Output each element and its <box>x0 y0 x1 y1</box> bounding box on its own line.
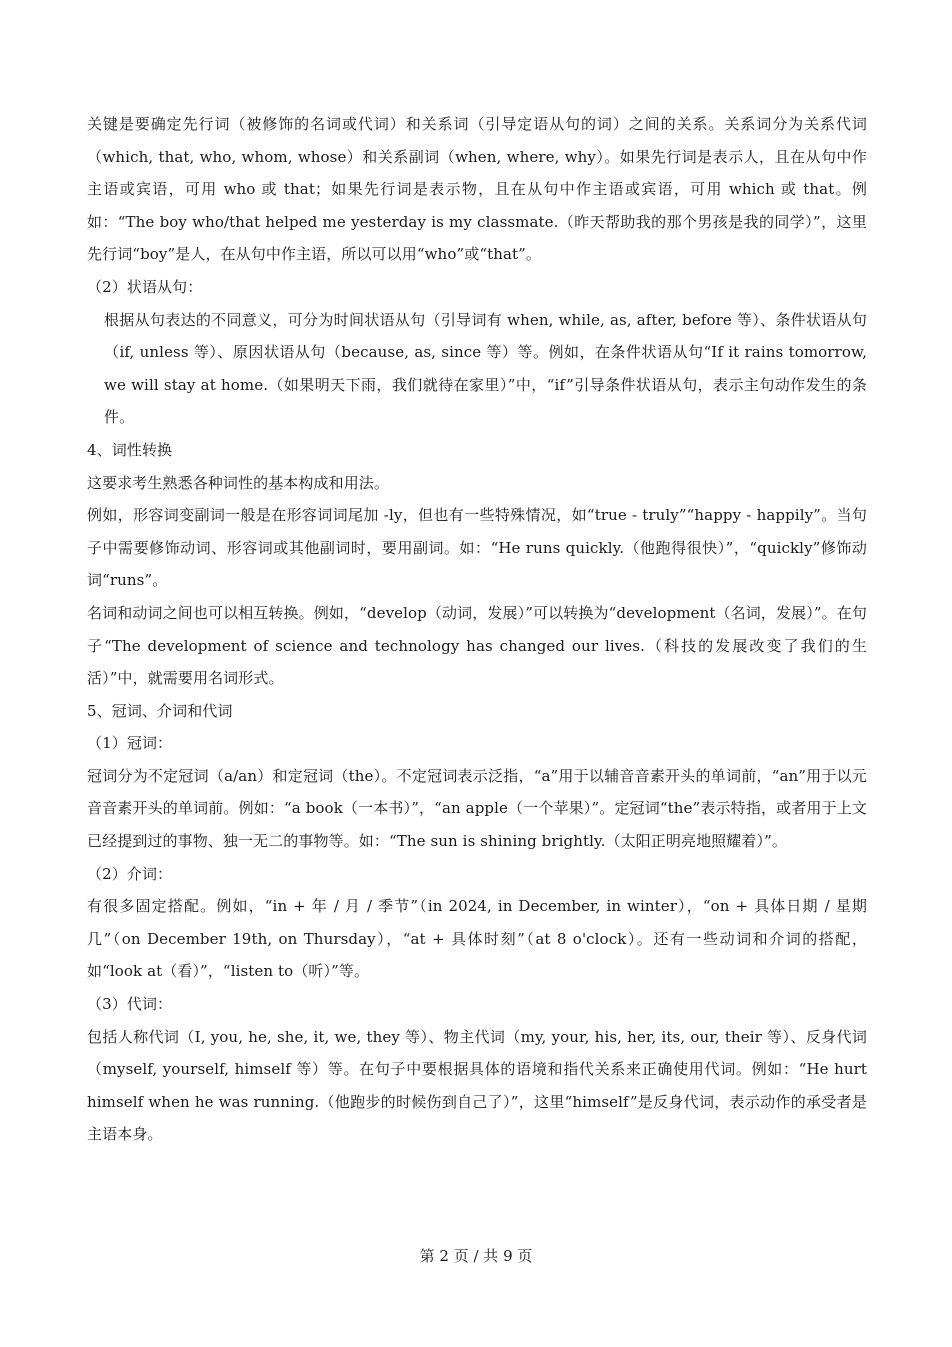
heading-pronouns: （3）代词： <box>87 995 173 1014</box>
paragraph-noun-verb-conversion: 名词和动词之间也可以相互转换。例如，“develop（动词，发展）”可以转换为“development（名词，发展）”。在句子“The development of science and technology has changed our lives.（科技的发展改变了我们的生活）”中，就需要用名词形式。 <box>87 603 867 688</box>
heading-adverbial-clause: （2）状语从句： <box>87 277 203 296</box>
paragraph-articles: 冠词分为不定冠词（a/an）和定冠词（the）。不定冠词表示泛指，“a”用于以辅音音素开头的单词前，“an”用于以元音音素开头的单词前。例如：“a book（一本书）”，“an apple（一个苹果）”。定冠词“the”表示特指，或者用于上文已经提到过的事物、独一无二的事物等。如：“The sun is shining brightly.（太阳正明亮地照耀着）”。 <box>87 766 867 851</box>
paragraph-adjective-to-adverb: 例如，形容词变副词一般是在形容词词尾加 -ly，但也有一些特殊情况，如“true - truly”“happy - happily”。当句子中需要修饰动词、形容词或其他副词时，要用副词。如：“He runs quickly.（他跑得很快）”，“quickly”修饰动词“runs”。 <box>87 506 867 590</box>
paragraph-pronouns: 包括人称代词（I, you, he, she, it, we, they 等）、物主代词（my, your, his, her, its, our, their 等）、反身代词（myself, yourself, himself 等）等。在句子中要根据具体的语境和指代关系来正确使用代词。例如：“He hurt himself when he was running.（他跑步的时候伤到自己了）”，这里“himself”是反身代词，表示动作的承受者是主语本身。 <box>87 1027 867 1144</box>
section-heading-articles-prepositions-pronouns: 5、冠词、介词和代词 <box>87 701 233 720</box>
heading-prepositions: （2）介词： <box>87 864 173 883</box>
paragraph-adverbial-clause: 根据从句表达的不同意义，可分为时间状语从句（引导词有 when, while, as, after, before 等）、条件状语从句（if, unless 等）、原因状语从句（because, as, since 等）等。例如，在条件状语从句“If it rains tomorrow, we will stay at home.（如果明天下雨，我们就待在家里）”中，“if”引导条件状语从句，表示主句动作发生的条件。 <box>104 310 867 427</box>
document-body <box>87 108 867 1151</box>
section-heading-word-conversion: 4、词性转换 <box>87 440 173 459</box>
heading-articles: （1）冠词： <box>87 734 173 753</box>
paragraph-word-conversion-intro: 这要求考生熟悉各种词性的基本构成和用法。 <box>87 473 390 492</box>
paragraph-prepositions: 有很多固定搭配。例如，“in + 年 / 月 / 季节”（in 2024, in December, in winter），“on + 具体日期 / 星期几”（on December 19th, on Thursday），“at + 具体时刻”（at 8 o'clock）。还有一些动词和介词的搭配，如“look at（看）”，“listen to（听）”等。 <box>87 897 867 981</box>
page-number: 第 2 页 / 共 9 页 <box>419 1247 533 1265</box>
paragraph-relative-clause: 关键是要确定先行词（被修饰的名词或代词）和关系词（引导定语从句的词）之间的关系。关系词分为关系代词（which, that, who, whom, whose）和关系副词（when, where, why）。如果先行词是表示人，且在从句中作主语或宾语，可用 who 或 that；如果先行词是表示物，且在从句中作主语或宾语，可用 which 或 that。例如：“The boy who/that helped me yesterday is my classmate.（昨天帮助我的那个男孩是我的同学）”，这里先行词“boy”是人，在从句中作主语，所以可以用“who”或“that”。 <box>87 115 867 264</box>
